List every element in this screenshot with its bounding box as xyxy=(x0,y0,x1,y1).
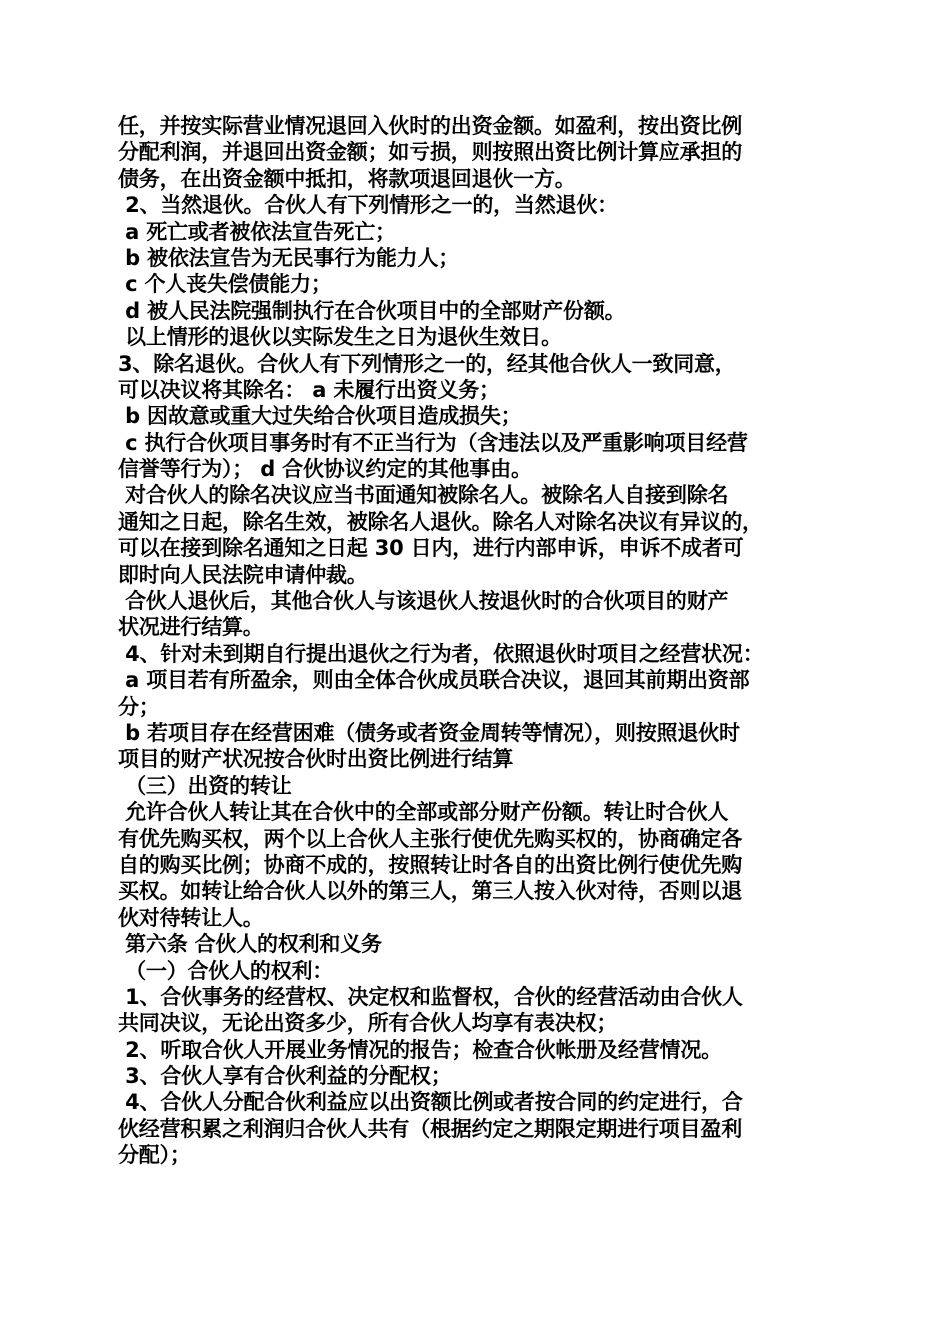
text-line: 即时向人民法院申请仲裁。 xyxy=(118,562,368,587)
text-line: 分配利润，并退回出资金额；如亏损，则按照出资比例计算应承担的 xyxy=(118,140,742,165)
text-line: 债务，在出资金额中抵扣，将款项退回退伙一方。 xyxy=(118,166,576,191)
text-line: 状况进行结算。 xyxy=(118,615,264,640)
list-item: b 被依法宣告为无民事行为能力人； xyxy=(118,245,460,270)
text-line: 伙经营积累之利润归合伙人共有（根据约定之期限定期进行项目盈利 xyxy=(118,1116,742,1141)
text-line: 自的购买比例；协商不成的，按照转让时各自的出资比例行使优先购 xyxy=(118,852,742,877)
text-line: 可以在接到除名通知之日起 30 日内，进行内部申诉，申诉不成者可 xyxy=(118,536,744,561)
clause-heading: 4、针对未到期自行提出退伙之行为者，依照退伙时项目之经营状况： xyxy=(118,641,764,666)
list-item: d 被人民法院强制执行在合伙项目中的全部财产份额。 xyxy=(118,298,626,323)
text-line: 伙对待转让人。 xyxy=(118,905,264,930)
text-line: 允许合伙人转让其在合伙中的全部或部分财产份额。转让时合伙人 xyxy=(118,800,729,825)
list-item: b 因故意或重大过失给合伙项目造成损失； xyxy=(118,404,522,429)
list-item: c 个人丧失偿债能力； xyxy=(118,272,332,297)
clause-heading: 4、合伙人分配合伙利益应以出资额比例或者按合同的约定进行，合 xyxy=(118,1090,743,1115)
section-heading: （三）出资的转让 xyxy=(118,773,292,798)
document-body xyxy=(118,113,840,1169)
list-item: a 项目若有所盈余，则由全体合伙成员联合决议，退回其前期出资部 xyxy=(118,668,750,693)
clause-heading: 3、合伙人享有合伙利益的分配权； xyxy=(118,1064,452,1089)
text-line: 以上情形的退伙以实际发生之日为退伙生效日。 xyxy=(118,325,562,350)
section-heading: （一）合伙人的权利： xyxy=(118,958,334,983)
text-line: 有优先购买权，两个以上合伙人主张行使优先购买权的，协商确定各 xyxy=(118,826,742,851)
list-item: b 若项目存在经营困难（债务或者资金周转等情况），则按照退伙时 xyxy=(118,720,740,745)
text-line: 分； xyxy=(118,694,160,719)
text-line: 对合伙人的除名决议应当书面通知被除名人。被除名人自接到除名 xyxy=(118,483,729,508)
text-line: 通知之日起，除名生效，被除名人退伙。除名人对除名决议有异议的， xyxy=(118,509,763,534)
clause-heading: 1、合伙事务的经营权、决定权和监督权，合伙的经营活动由合伙人 xyxy=(118,984,743,1009)
text-line: 任，并按实际营业情况退回入伙时的出资金额。如盈利，按出资比例 xyxy=(118,114,742,138)
article-heading: 第六条 合伙人的权利和义务 xyxy=(118,932,382,957)
text-line: 分配）； xyxy=(118,1143,191,1168)
text-line: 合伙人退伙后，其他合伙人与该退伙人按退伙时的合伙项目的财产 xyxy=(118,589,729,614)
text-line: 共同决议，无论出资多少，所有合伙人均享有表决权； xyxy=(118,1011,618,1036)
clause-heading: 2、当然退伙。合伙人有下列情形之一的，当然退伙： xyxy=(118,193,618,218)
text-line: 项目的财产状况按合伙时出资比例进行结算 xyxy=(118,747,514,772)
clause-heading: 3、除名退伙。合伙人有下列情形之一的，经其他合伙人一致同意， xyxy=(118,351,736,376)
list-item: a 死亡或者被依法宣告死亡； xyxy=(118,219,396,244)
text-line: 买权。如转让给合伙人以外的第三人，第三人按入伙对待，否则以退 xyxy=(118,879,742,904)
text-line: 可以决议将其除名： a 未履行出资义务； xyxy=(118,377,500,402)
clause-heading: 2、听取合伙人开展业务情况的报告；检查合伙帐册及经营情况。 xyxy=(118,1037,722,1062)
list-item: c 执行合伙项目事务时有不正当行为（含违法以及严重影响项目经营 xyxy=(118,430,748,455)
text-line: 信誉等行为）； d 合伙协议约定的其他事由。 xyxy=(118,457,532,482)
